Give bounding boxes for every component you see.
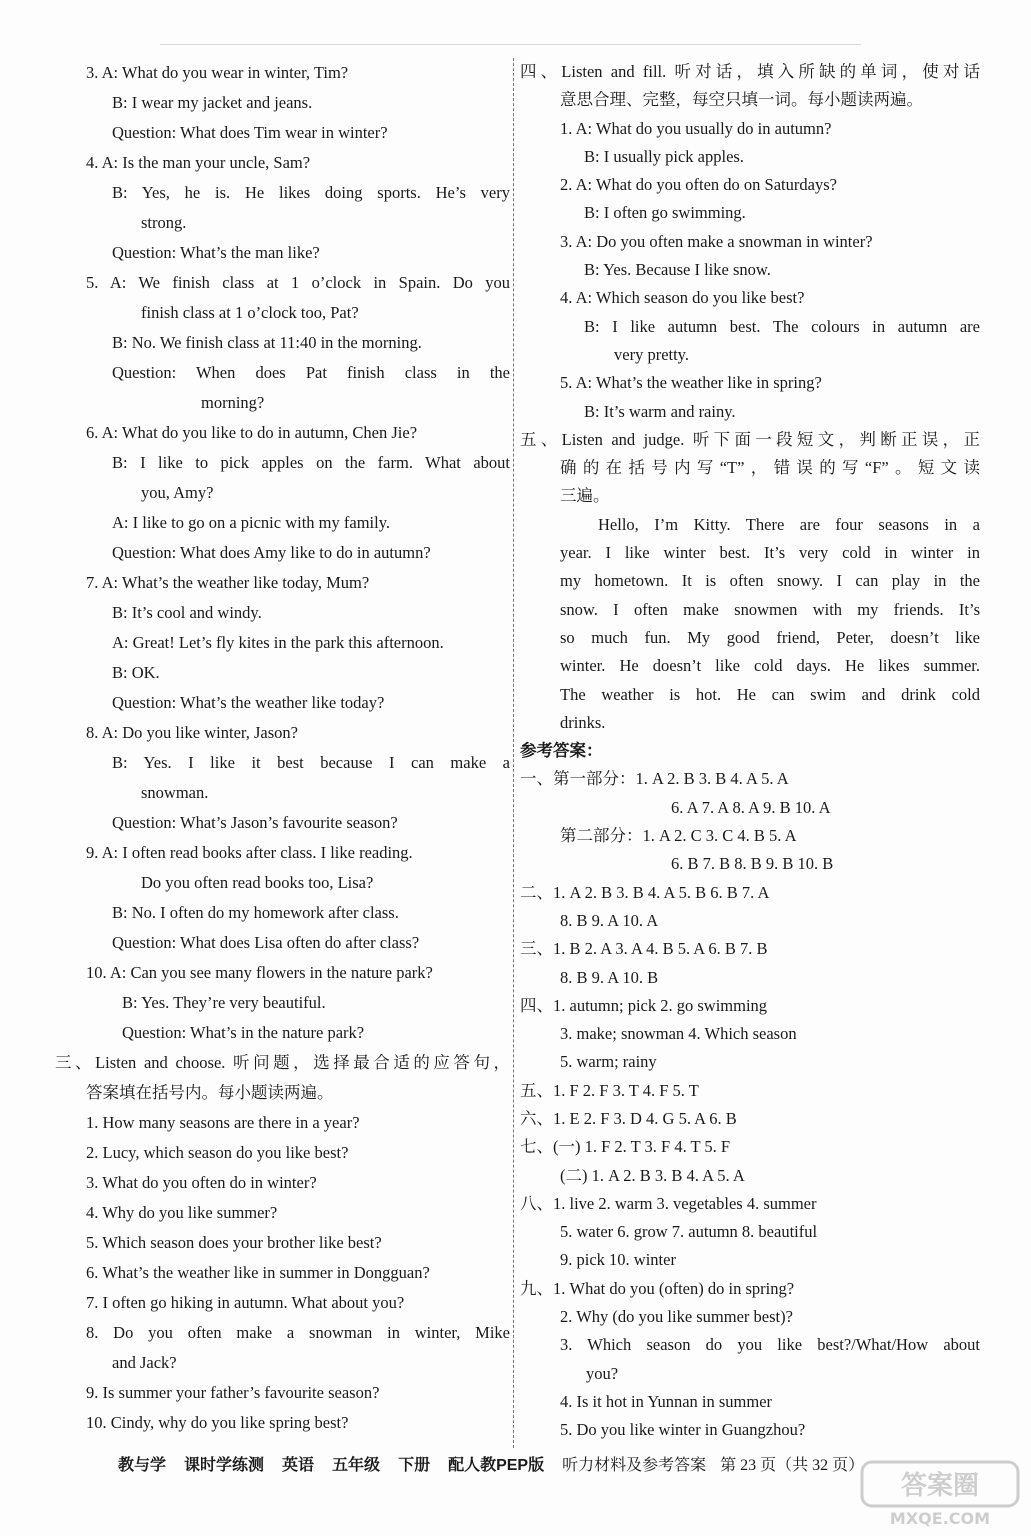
right-text-line-45: 3. Which season do you like best?/What/How about (560, 1335, 980, 1355)
left-text-line-14: you, Amy? (141, 483, 214, 502)
footer-section: 听力材料及参考答案 (562, 1457, 707, 1474)
right-text-line-2: 1. A: What do you usually do in autumn? (560, 118, 832, 138)
left-text-line-38: 4. Why do you like summer? (86, 1203, 278, 1222)
watermark-logo-text: 答案圈 (900, 1471, 980, 1501)
footer-series: 课时学练测 (184, 1457, 265, 1474)
left-text-line-22: 8. A: Do you like winter, Jason? (86, 723, 298, 742)
right-text-line-18: my hometown. It is often snowy. I can play in the (560, 571, 980, 591)
right-text-line-39: (二) 1. A 2. B 3. B 4. A 5. A (560, 1165, 745, 1185)
left-text-line-16: Question: What does Amy like to do in autumn? (112, 543, 431, 562)
right-text-line-44: 2. Why (do you like summer best)? (560, 1307, 793, 1327)
right-text-line-5: B: I often go swimming. (584, 203, 746, 223)
left-text-line-28: B: No. I often do my homework after class. (112, 903, 399, 922)
left-text-line-40: 6. What’s the weather like in summer in Dongguan? (86, 1263, 430, 1282)
footer-edition: 配人教PEP版 (448, 1457, 545, 1474)
left-text-line-8: finish class at 1 o’clock too, Pat? (141, 303, 359, 322)
left-text-line-7: 5. A: We finish class at 1 o’clock in Spain. Do you (86, 273, 510, 292)
left-text-line-13: B: I like to pick apples on the farm. What about (112, 453, 510, 472)
right-text-line-25: 一、第一部分：1. A 2. B 3. B 4. A 5. A (520, 769, 789, 789)
watermark-logo (860, 1460, 1020, 1530)
left-text-line-26: 9. A: I often read books after class. I like reading. (86, 843, 413, 862)
right-text-line-26: 6. A 7. A 8. A 9. B 10. A (671, 797, 831, 817)
left-text-line-30: 10. A: Can you see many flowers in the nature park? (86, 963, 433, 982)
right-text-line-21: winter. He doesn’t like cold days. He likes summer. (560, 656, 980, 676)
right-text-line-31: 三、1. B 2. A 3. A 4. B 5. A 6. B 7. B (520, 939, 768, 959)
right-text-line-46: you? (586, 1363, 619, 1383)
column-divider (513, 58, 514, 1448)
left-text-line-10: Question: When does Pat finish class in the (112, 363, 510, 382)
right-text-line-47: 4. Is it hot in Yunnan in summer (560, 1391, 773, 1411)
left-text-line-36: 2. Lucy, which season do you like best? (86, 1143, 349, 1162)
left-text-line-15: A: I like to go on a picnic with my family. (112, 513, 391, 532)
left-text-line-31: B: Yes. They’re very beautiful. (122, 993, 326, 1012)
footer-grade: 五年级 (332, 1457, 381, 1474)
left-text-line-9: B: No. We finish class at 11:40 in the morning. (112, 333, 422, 352)
left-text-line-42: 8. Do you often make a snowman in winter, Mike (86, 1323, 510, 1342)
right-text-line-17: year. I like winter best. It’s very cold in winter in (560, 543, 980, 563)
right-text-line-19: snow. I often make snowmen with my friends. It’s (560, 599, 980, 619)
left-text-line-23: B: Yes. I like it best because I can make a (112, 753, 510, 772)
right-text-line-30: 8. B 9. A 10. A (560, 910, 659, 930)
left-text-line-25: Question: What’s Jason’s favourite season? (112, 813, 398, 832)
page-footer (118, 1453, 864, 1479)
left-text-line-11: morning? (201, 393, 265, 412)
left-text-line-5: strong. (141, 213, 187, 232)
left-text-line-32: Question: What’s in the nature park? (122, 1023, 365, 1042)
right-text-line-10: very pretty. (614, 344, 689, 364)
right-text-line-3: B: I usually pick apples. (584, 146, 744, 166)
right-text-line-37: 六、1. E 2. F 3. D 4. G 5. A 6. B (520, 1108, 737, 1128)
left-text-line-41: 7. I often go hiking in autumn. What about you? (86, 1293, 405, 1312)
right-text-line-20: so much fun. My good friend, Peter, doesn’t like (560, 627, 980, 647)
left-text-line-20: B: OK. (112, 663, 160, 682)
left-text-line-44: 9. Is summer your father’s favourite season? (86, 1383, 380, 1402)
left-text-line-17: 7. A: What’s the weather like today, Mum? (86, 573, 370, 592)
right-text-line-32: 8. B 9. A 10. B (560, 967, 659, 987)
footer-brand: 教与学 (118, 1457, 167, 1474)
right-text-line-36: 五、1. F 2. F 3. T 4. F 5. T (520, 1080, 699, 1100)
footer-volume: 下册 (398, 1457, 431, 1474)
right-column (520, 58, 980, 1445)
left-column (55, 58, 510, 1438)
right-text-line-38: 七、(一) 1. F 2. T 3. F 4. T 5. F (520, 1137, 731, 1157)
right-text-line-0: 四、Listen and fill. 听对话，填入所缺的单词，使对话 (520, 62, 980, 81)
left-text-line-0: 3. A: What do you wear in winter, Tim? (86, 63, 349, 82)
right-text-line-13: 五、Listen and judge. 听下面一段短文，判断正误，正 (520, 429, 980, 449)
watermark-url: MXQE.COM (889, 1509, 991, 1528)
right-text-line-6: 3. A: Do you often make a snowman in winter? (560, 231, 873, 251)
left-text-line-12: 6. A: What do you like to do in autumn, Chen Jie? (86, 423, 418, 442)
footer-page-number: 第 23 页（共 32 页） (720, 1457, 865, 1474)
right-text-line-42: 9. pick 10. winter (560, 1250, 676, 1270)
right-text-line-8: 4. A: Which season do you like best? (560, 288, 805, 308)
left-text-line-24: snowman. (141, 783, 209, 802)
top-rule (160, 44, 861, 45)
right-text-line-4: 2. A: What do you often do on Saturdays? (560, 175, 837, 195)
right-text-line-40: 八、1. live 2. warm 3. vegetables 4. summer (520, 1193, 817, 1213)
left-text-line-33: 三、Listen and choose. 听问题，选择最合适的应答句， (55, 1053, 510, 1072)
left-text-line-29: Question: What does Lisa often do after class? (112, 933, 420, 952)
footer-subject: 英语 (282, 1457, 315, 1474)
right-text-line-9: B: I like autumn best. The colours in autumn are (584, 316, 980, 336)
right-text-line-16: Hello, I’m Kitty. There are four seasons in a (598, 514, 980, 534)
right-text-line-15: 三遍。 (560, 486, 610, 506)
right-text-line-48: 5. Do you like winter in Guangzhou? (560, 1420, 806, 1440)
right-text-line-34: 3. make; snowman 4. Which season (560, 1024, 797, 1044)
right-text-line-35: 5. warm; rainy (560, 1052, 657, 1072)
right-text-line-7: B: Yes. Because I like snow. (584, 260, 771, 280)
left-text-line-35: 1. How many seasons are there in a year? (86, 1113, 360, 1132)
left-text-line-39: 5. Which season does your brother like best? (86, 1233, 382, 1252)
right-text-line-33: 四、1. autumn; pick 2. go swimming (520, 995, 768, 1015)
right-text-line-14: 确的在括号内写“T”，错误的写“F”。短文读 (560, 458, 980, 478)
left-text-line-18: B: It’s cool and windy. (112, 603, 262, 622)
left-text-line-37: 3. What do you often do in winter? (86, 1173, 317, 1192)
right-text-line-12: B: It’s warm and rainy. (584, 401, 736, 421)
left-text-line-3: 4. A: Is the man your uncle, Sam? (86, 153, 311, 172)
left-text-line-1: B: I wear my jacket and jeans. (112, 93, 313, 112)
right-text-line-27: 第二部分：1. A 2. C 3. C 4. B 5. A (560, 826, 797, 846)
left-text-line-19: A: Great! Let’s fly kites in the park this afternoon. (112, 633, 444, 652)
left-text-line-34: 答案填在括号内。每小题读两遍。 (86, 1083, 334, 1102)
right-text-line-24: 参考答案： (520, 742, 603, 761)
watermark-logo-icon (860, 1460, 1020, 1530)
right-text-line-11: 5. A: What’s the weather like in spring? (560, 373, 822, 393)
right-text-line-41: 5. water 6. grow 7. autumn 8. beautiful (560, 1222, 818, 1242)
left-text-line-21: Question: What’s the weather like today? (112, 693, 385, 712)
right-text-line-28: 6. B 7. B 8. B 9. B 10. B (671, 854, 834, 874)
left-text-line-4: B: Yes, he is. He likes doing sports. He’s very (112, 183, 510, 202)
right-text-line-1: 意思合理、完整，每空只填一词。每小题读两遍。 (560, 90, 923, 110)
right-text-line-23: drinks. (560, 712, 606, 732)
left-text-line-43: and Jack? (112, 1353, 177, 1372)
left-text-line-6: Question: What’s the man like? (112, 243, 320, 262)
right-text-line-43: 九、1. What do you (often) do in spring? (520, 1278, 795, 1298)
left-text-line-45: 10. Cindy, why do you like spring best? (86, 1413, 349, 1432)
left-text-line-27: Do you often read books too, Lisa? (141, 873, 374, 892)
right-text-line-22: The weather is hot. He can swim and drink cold (560, 684, 980, 704)
left-text-line-2: Question: What does Tim wear in winter? (112, 123, 388, 142)
right-text-line-29: 二、1. A 2. B 3. B 4. A 5. B 6. B 7. A (520, 882, 770, 902)
